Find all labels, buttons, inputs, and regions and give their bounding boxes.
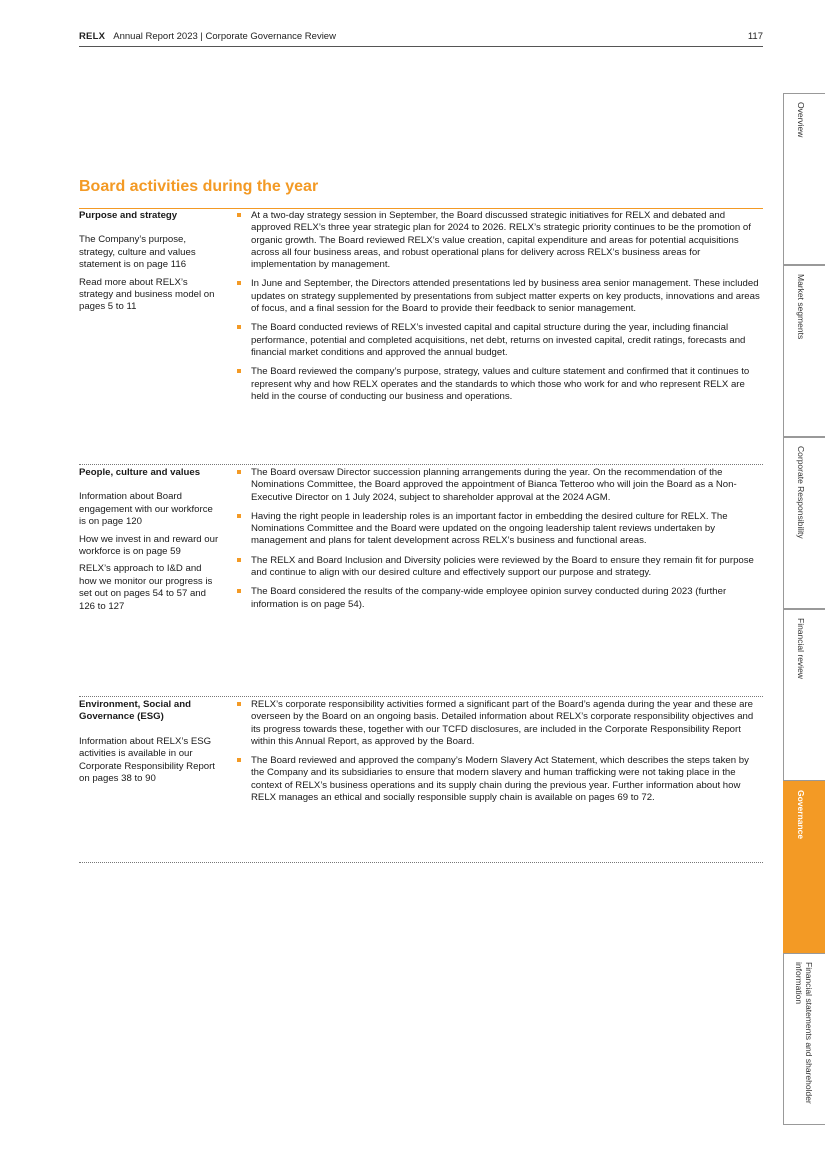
- section-heading: Purpose and strategy: [79, 210, 178, 221]
- title-divider: [79, 208, 763, 209]
- bullet-marker-icon: [237, 470, 241, 474]
- bullet-item: [237, 467, 763, 504]
- bullet-text: The Board conducted reviews of RELX’s invested capital and capital structure during the year, including financial performance, potential and completed acquisitions, net debt, returns on invested capital, credit ratings, forecasts and financial market conditions and approved the annual budget.: [251, 322, 746, 358]
- bullet-text: RELX’s corporate responsibility activities formed a significant part of the Board’s agenda during the year and these are overseen by the Board on an ongoing basis. Detailed information about RELX’s corporate responsibility objectives and its progress towards these, together with our TCFD disclosures, are included in the Corporate Responsibility Report within this Annual Report, as approved by the Board.: [251, 699, 754, 747]
- section-divider: [79, 862, 763, 863]
- section-bullets: [237, 467, 763, 618]
- bullet-item: [237, 755, 763, 804]
- bullet-text: In June and September, the Directors attended presentations led by business area senior management. These included updates on strategy supplemented by presentations from subject matter experts on key products, innovations and areas of focus, and a final session for the Board to provide their feedback to senior management.: [251, 278, 760, 315]
- bullet-text: The Board reviewed and approved the company’s Modern Slavery Act Statement, which describes the steps taken by the Company and its subsidiaries to ensure that modern slavery and human trafficking were not taking place in the context of RELX’s business operations and its supply chain during the previous year. Further information about how RELX manages an ethical and socially responsible supply chain is available on pages 69 to 72.: [251, 755, 749, 804]
- bullet-item: [237, 511, 763, 548]
- bullet-item: [237, 586, 763, 611]
- tab-corporate-responsibility[interactable]: [783, 437, 825, 609]
- page-header: [79, 31, 763, 47]
- section-note: How we invest in and reward our workforce is on page 59: [79, 533, 219, 558]
- bullet-marker-icon: [237, 589, 241, 593]
- tab-governance[interactable]: [783, 781, 825, 953]
- section-heading: Environment, Social and Governance (ESG): [79, 699, 191, 723]
- page-number: 117: [747, 31, 763, 42]
- bullet-item: [237, 366, 763, 403]
- section-note: Information about Board engagement with our workforce is on page 120: [79, 491, 213, 528]
- section-divider: [79, 464, 763, 465]
- page-title: Board activities during the year: [79, 178, 319, 195]
- report-subtitle: Annual Report 2023 | Corporate Governance Review: [113, 31, 336, 42]
- bullet-item: [237, 555, 763, 580]
- section-bullets: [237, 210, 763, 410]
- tab-label: Financial statements and shareholder information: [794, 962, 814, 1104]
- section-note: RELX’s approach to I&D and how we monitor our progress is set out on pages 54 to 57 and 126 to 127: [79, 563, 213, 612]
- section-sidebar: [79, 210, 221, 319]
- bullet-text: Having the right people in leadership roles is an important factor in embedding the desired culture for RELX. The Nominations Committee and the Board were updated on the ongoing leadership talent reviews undertaken by management and plans for talent development across RELX’s business and functional areas.: [251, 510, 728, 547]
- bullet-marker-icon: [237, 514, 241, 518]
- section-note: The Company’s purpose, strategy, culture and values statement is on page 116: [79, 234, 196, 271]
- tab-label: Governance: [796, 790, 806, 840]
- bullet-marker-icon: [237, 213, 241, 217]
- bullet-item: [237, 278, 763, 315]
- brand-name: RELX: [79, 31, 106, 42]
- bullet-marker-icon: [237, 758, 241, 762]
- bullet-marker-icon: [237, 369, 241, 373]
- bullet-marker-icon: [237, 702, 241, 706]
- bullet-text: At a two-day strategy session in September, the Board discussed strategic initiatives for RELX and debated and approved RELX’s three year strategic plan for 2024 to 2026. RELX’s strategic priority continues to be the promotion of organic growth. The Board reviewed RELX’s value creation, capital expenditure and areas for potential acquisitions across all four business areas, and robust operational plans for delivery across RELX’s business areas for implementation by management.: [251, 210, 751, 271]
- bullet-marker-icon: [237, 325, 241, 329]
- bullet-text: The Board reviewed the company’s purpose, strategy, values and culture statement and confirmed that it continues to represent why and how RELX operates and the standards to which those who work for and who represent RELX are held in the course of conducting our business and operations.: [251, 366, 750, 402]
- section-note: Information about RELX’s ESG activities is available in our Corporate Responsibility Report on pages 38 to 90: [79, 735, 215, 785]
- side-tab-nav: [783, 0, 825, 1168]
- tab-label: Market segments: [796, 274, 806, 340]
- bullet-item: [237, 322, 763, 359]
- section-sidebar: [79, 467, 221, 618]
- bullet-marker-icon: [237, 281, 241, 285]
- section-divider: [79, 696, 763, 697]
- tab-financial-review[interactable]: [783, 609, 825, 781]
- bullet-item: [237, 699, 763, 748]
- tab-label: Overview: [796, 102, 806, 138]
- bullet-text: The Board oversaw Director succession planning arrangements during the year. On the recommendation of the Nominations Committee, the Board approved the appointment of Bianca Tetteroo who will join the Board as a Non-Executive Director on 1 July 2024, subject to shareholder approval at the 2024 AGM.: [251, 467, 737, 503]
- section-note: Read more about RELX’s strategy and business model on pages 5 to 11: [79, 276, 215, 313]
- bullet-marker-icon: [237, 558, 241, 562]
- tab-overview[interactable]: [783, 93, 825, 265]
- tab-label: Corporate Responsibility: [796, 446, 806, 539]
- bullet-text: The Board considered the results of the company-wide employee opinion survey conducted during 2023 (further information is on page 54).: [251, 586, 727, 610]
- section-sidebar: [79, 699, 221, 790]
- section-heading: People, culture and values: [79, 467, 201, 478]
- tab-market-segments[interactable]: [783, 265, 825, 437]
- section-bullets: [237, 699, 763, 811]
- tab-financial-statements[interactable]: [783, 953, 825, 1125]
- bullet-text: The RELX and Board Inclusion and Diversity policies were reviewed by the Board to ensure they remain fit for purpose and continue to align with our desired culture and effectively support our purpose and strategy.: [251, 554, 754, 579]
- bullet-item: [237, 210, 763, 271]
- header-divider: [79, 46, 763, 47]
- tab-label: Financial review: [796, 618, 806, 679]
